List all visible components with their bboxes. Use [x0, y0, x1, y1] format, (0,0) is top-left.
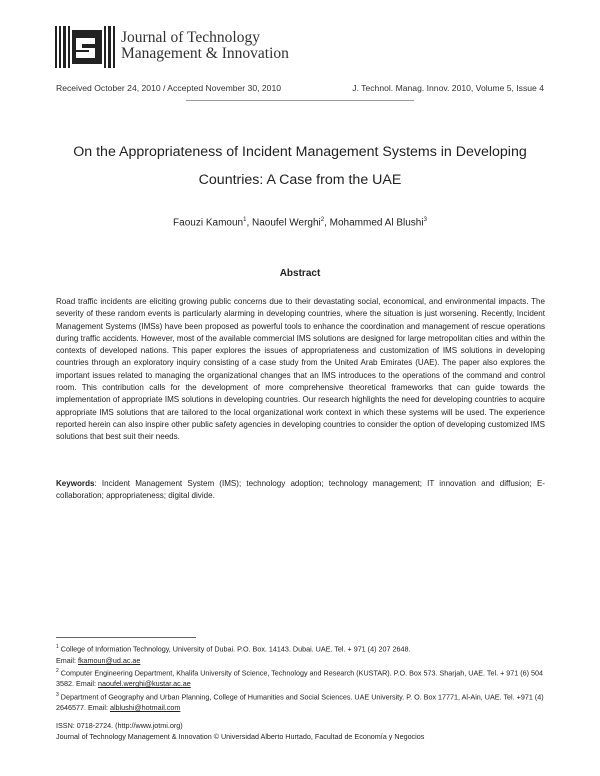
received-dates: Received October 24, 2010 / Accepted November 30, 2010 [56, 83, 282, 93]
author-affiliation-marker: 3 [423, 217, 427, 223]
keywords [56, 478, 545, 503]
keywords-label: Keywords [56, 479, 95, 488]
footnote-marker: 3 [56, 691, 59, 698]
footnote-email-link[interactable]: alblushi@hotmail.com [109, 703, 181, 713]
footnotes [56, 642, 545, 713]
footnote-2 [56, 666, 545, 690]
footnote-divider [56, 637, 196, 638]
issn-line: ISSN: 0718-2724. (http://www.jotmi.org) [56, 721, 183, 730]
footnote-marker: 2 [56, 667, 59, 674]
footnote-email-label: Email: [56, 655, 78, 665]
author-name: Naoufel Werghi [252, 217, 321, 229]
footnote-marker: 1 [56, 644, 59, 650]
author-separator: , [246, 217, 252, 229]
footnote-1 [56, 642, 545, 666]
paper-title-line1: On the Appropriateness of Incident Management Systems in Developing [73, 144, 527, 160]
publisher-line: Journal of Technology Management & Innovation © Universidad Alberto Hurtado, Facultad de Economía y Negocios [56, 732, 425, 741]
paper-title-line2: Countries: A Case from the UAE [198, 172, 402, 188]
journal-logo-icon [55, 26, 115, 68]
footnote-text: Computer Engineering Department, Khalifa University of Science, Technology and Research (KUSTAR). P.O. Box 573. Sharjah, UAE. Tel. + 971 (6) 504 3582. Email: [56, 668, 544, 689]
journal-citation: J. Technol. Manag. Innov. 2010, Volume 5, Issue 4 [352, 83, 544, 93]
footnote-text: College of Information Technology, University of Dubai. P.O. Box. 14143. Dubai. UAE. Tel. + 971 (4) 207 2648. [58, 644, 411, 654]
paper-title [50, 138, 550, 194]
footnote-text: Department of Geography and Urban Planning, College of Humanities and Social Sciences. UAE University. P. O. Box 17771, Al-Ain, UAE. Tel. +971 (4) 2646577. Email: [56, 691, 544, 713]
abstract-heading: Abstract [279, 268, 321, 279]
author-name: Mohammed Al Blushi [329, 217, 424, 229]
journal-logo [55, 24, 295, 72]
keywords-text: : Incident Management System (IMS); technology adoption; technology management; IT innovation and diffusion; E-collaboration; appropriateness; digital divide. [56, 479, 545, 501]
journal-name [121, 30, 289, 62]
author-affiliation-marker: 2 [320, 217, 325, 223]
author-affiliation-marker: 1 [243, 217, 247, 223]
abstract-body: Road traffic incidents are eliciting growing public concerns due to their devastating social, economical, and environmental impacts. The severity of these random events is particularly alarming in developing countries, where the situation is just worsening. Recently, Incident Management Systems (IMSs) have been proposed as powerful tools to enhance the coordination and management of rescue operations during traffic accidents. However, most of the available commercial IMS solutions are designed for large metropolitan cities and within the contexts of developed nations. This paper explores the issues of appropriateness and customization of IMS solutions in developing countries through an exploratory inquiry consisting of a case study from the United Arab Emirates (UAE). The paper also explores the important issues related to managing the organizational changes that an IMS introduces to the operations of the command and control room. This contribution calls for the development of more comprehensive theoretical frameworks that can guide towards the implementation of appropriate IMS solutions in developing countries. Our research highlights the need for developing countries to acquire appropriate IMS solutions that are tailored to the local organizational work context in which these systems will be used. The experience reported herein can also inspire other public safety agencies in developing countries to consider the option of developing customized IMS solutions that best suit their needs. [56, 297, 545, 442]
author-name: Faouzi Kamoun [173, 217, 244, 229]
footnote-email-link[interactable]: naoufel.werghi@kustar.ac.ae [97, 679, 191, 689]
author-separator: , [324, 217, 330, 229]
author-list [0, 217, 600, 228]
footnote-3 [56, 690, 545, 714]
footnote-email-link[interactable]: fkamoun@ud.ac.ae [77, 655, 141, 665]
header-divider [186, 100, 414, 101]
journal-name-line2: Management & Innovation [121, 45, 289, 62]
page-footer [56, 720, 424, 742]
journal-name-line1: Journal of Technology [121, 29, 260, 46]
